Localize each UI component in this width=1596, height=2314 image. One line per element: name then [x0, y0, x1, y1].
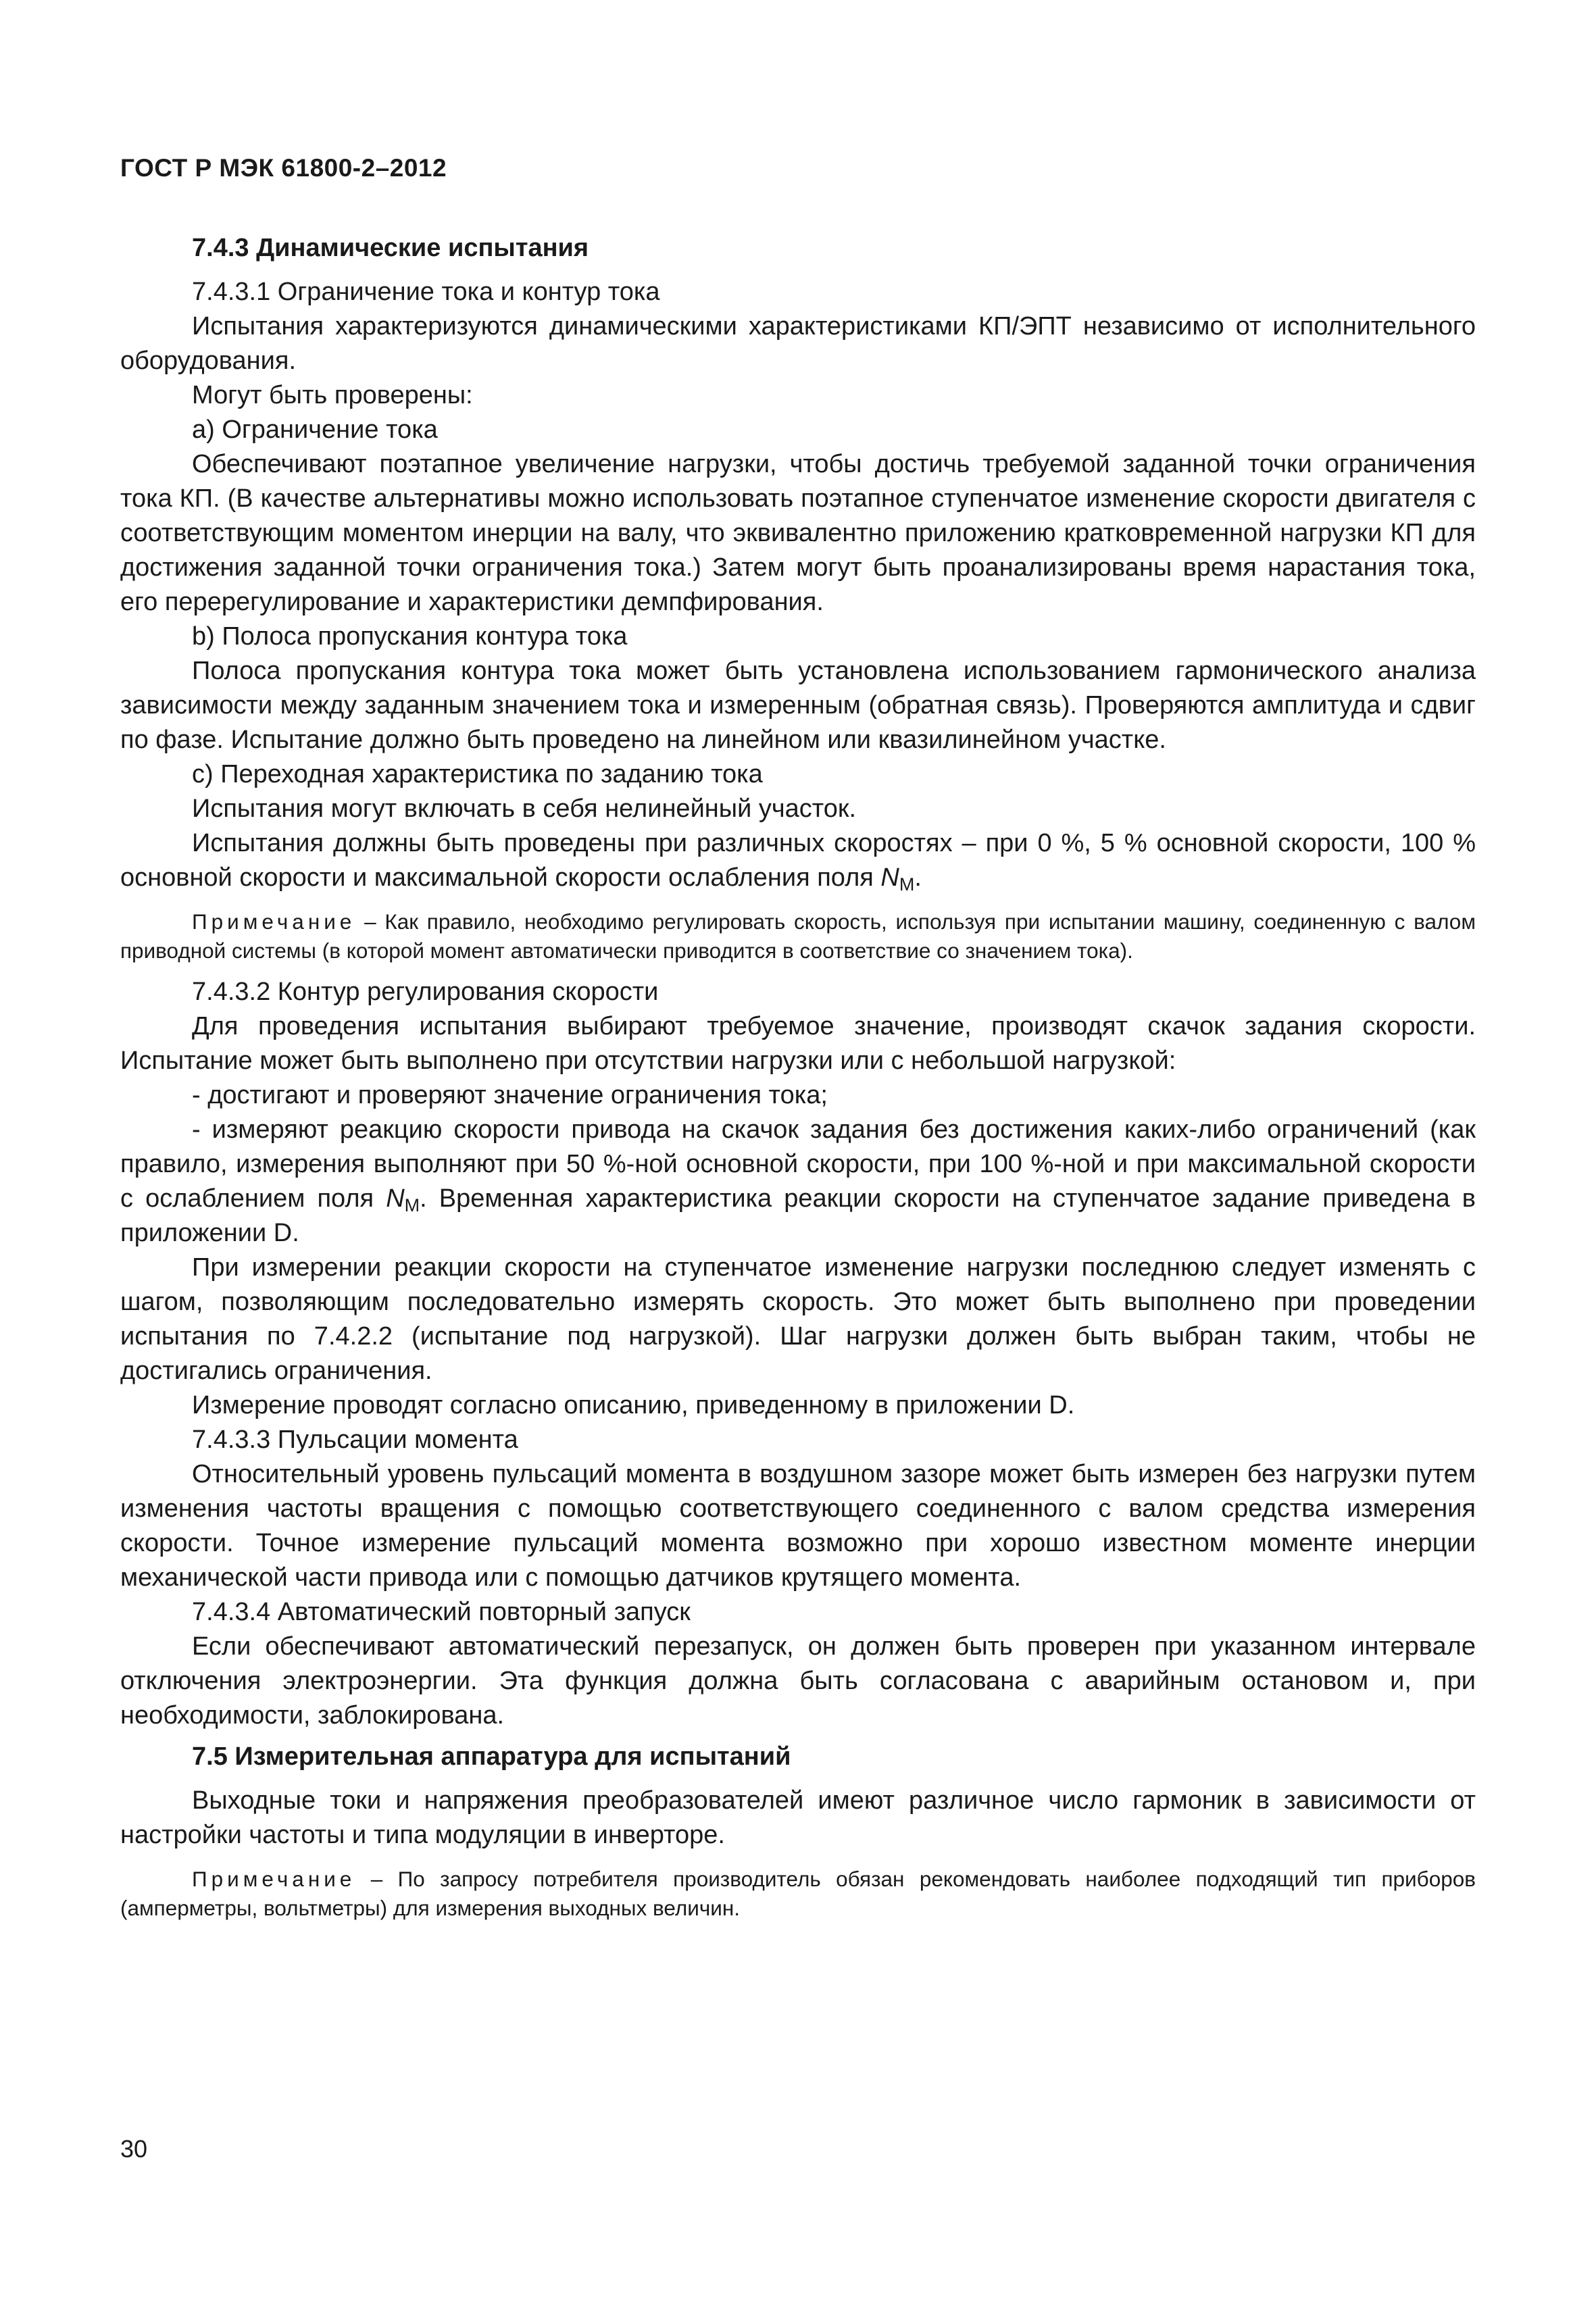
- document-body: [120, 231, 1476, 1932]
- list-item-text: - измеряют реакцию скорости привода на скачок задания без достижения каких-либо ограничений (как правило, измерения выполняют при 50 %-ной основной скорости, при 100 %-ной и при максимальной скорости с ослаблением поля: [120, 1115, 1476, 1213]
- list-item-title-b: b) Полоса пропускания контура тока: [192, 622, 628, 651]
- paragraph: Для проведения испытания выбирают требуемое значение, производят скачок задания скорости. Испытание может быть выполнено при отсутствии нагрузки или с небольшой нагрузкой:: [120, 1012, 1476, 1075]
- subsection-title-7-4-3-2: 7.4.3.2 Контур регулирования скорости: [192, 978, 659, 1006]
- note-label: Примечание: [192, 909, 356, 934]
- list-item-with-symbol: [120, 1113, 1476, 1251]
- list-item-title-c: c) Переходная характеристика по заданию тока: [192, 760, 763, 788]
- symbol-subscript-m: M: [899, 874, 915, 895]
- paragraph: Выходные токи и напряжения преобразователей имеют различное число гармоник в зависимости от настройки частоты и типа модуляции в инверторе.: [120, 1786, 1476, 1849]
- symbol-n: N: [880, 863, 899, 892]
- standard-id-header: ГОСТ Р МЭК 61800-2–2012: [120, 154, 447, 182]
- paragraph: Если обеспечивают автоматический перезапуск, он должен быть проверен при указанном интервале отключения электроэнергии. Эта функция должна быть согласована с аварийным остановом и, при необходимости, заблокирована.: [120, 1632, 1476, 1730]
- paragraph: Полоса пропускания контура тока может быть установлена использованием гармонического анализа зависимости между заданным значением тока и измеренным (обратная связь). Проверяются амплитуда и сдвиг по фазе. Испытание должно быть проведено на линейном или квазилинейном участке.: [120, 657, 1476, 754]
- list-item: - достигают и проверяют значение ограничения тока;: [192, 1081, 828, 1109]
- note-2: [120, 1865, 1476, 1923]
- paragraph-text: Испытания должны быть проведены при различных скоростях – при 0 %, 5 % основной скорости, 100 % основной скорости и максимальной скорости ослабления поля: [120, 829, 1476, 892]
- symbol-subscript-m: M: [404, 1195, 420, 1215]
- section-heading-7-5: 7.5 Измерительная аппаратура для испытаний: [192, 1742, 791, 1771]
- subsection-title-7-4-3-1: 7.4.3.1 Ограничение тока и контур тока: [192, 278, 660, 306]
- paragraph: Испытания могут включать в себя нелинейный участок.: [192, 795, 857, 823]
- subsection-title-7-4-3-3: 7.4.3.3 Пульсации момента: [192, 1426, 518, 1454]
- section-heading-7-4-3: 7.4.3 Динамические испытания: [192, 234, 589, 262]
- paragraph: Измерение проводят согласно описанию, приведенному в приложении D.: [192, 1391, 1075, 1419]
- paragraph: Относительный уровень пульсаций момента в воздушном зазоре может быть измерен без нагрузки путем изменения частоты вращения с помощью соответствующего соединенного с валом средства измерения скорости. Точное измерение пульсаций момента возможно при хорошо известном моменте инерции механической части привода или с помощью датчиков крутящего момента.: [120, 1460, 1476, 1592]
- note-label: Примечание: [192, 1867, 356, 1891]
- note-text: – По запросу потребителя производитель обязан рекомендовать наиболее подходящий тип приборов (амперметры, вольтметры) для измерения выходных величин.: [120, 1867, 1476, 1920]
- symbol-n: N: [386, 1184, 405, 1213]
- list-item-text: . Временная характеристика реакции скорости на ступенчатое задание приведена в приложении D.: [120, 1184, 1476, 1247]
- note-text: – Как правило, необходимо регулировать скорость, используя при испытании машину, соединенную с валом приводной системы (в которой момент автоматически приводится в соответствие со значением тока).: [120, 909, 1476, 963]
- paragraph: Испытания характеризуются динамическими характеристиками КП/ЭПТ независимо от исполнительного оборудования.: [120, 312, 1476, 375]
- page-number: 30: [120, 2135, 148, 2163]
- paragraph: Обеспечивают поэтапное увеличение нагрузки, чтобы достичь требуемой заданной точки ограничения тока КП. (В качестве альтернативы можно использовать поэтапное ступенчатое изменение скорости двигателя с соответствующим моментом инерции на валу, что эквивалентно приложению кратковременной нагрузки КП для достижения заданной точки ограничения тока.) Затем могут быть проанализированы время нарастания тока, его перерегулирование и характеристики демпфирования.: [120, 450, 1476, 616]
- paragraph: При измерении реакции скорости на ступенчатое изменение нагрузки последнюю следует изменять с шагом, позволяющим последовательно измерять скорость. Это может быть выполнено при проведении испытания по 7.4.2.2 (испытание под нагрузкой). Шаг нагрузки должен быть выбран таким, чтобы не достигались ограничения.: [120, 1253, 1476, 1385]
- paragraph-with-symbol: [120, 826, 1476, 895]
- period: .: [914, 863, 922, 892]
- subsection-title-7-4-3-4: 7.4.3.4 Автоматический повторный запуск: [192, 1598, 691, 1626]
- paragraph: Могут быть проверены:: [192, 381, 473, 409]
- note-1: [120, 907, 1476, 965]
- list-item-title-a: а) Ограничение тока: [192, 416, 438, 444]
